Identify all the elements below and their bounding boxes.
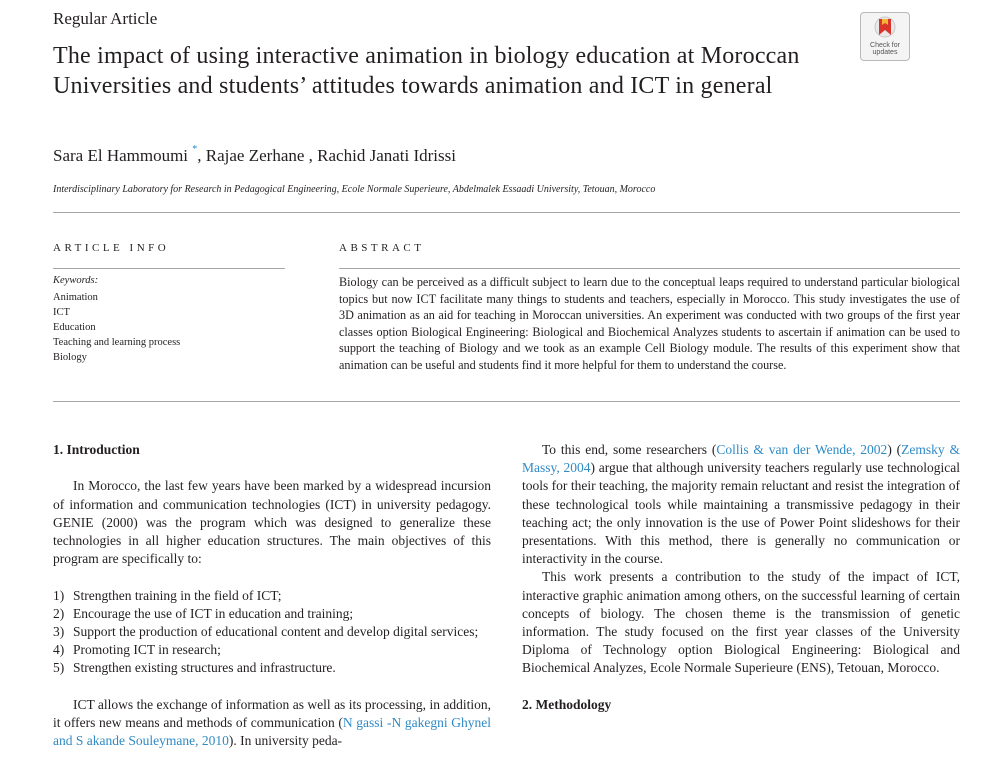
article-info-divider: [53, 268, 285, 269]
affiliation: Interdisciplinary Laboratory for Research in Pedagogical Engineering, Ecole Normale Superieure, Abdelmalek Essaadi University, Tetouan, Morocco: [53, 184, 656, 195]
corresponding-author-mark[interactable]: *: [192, 144, 198, 155]
article-type: Regular Article: [53, 9, 158, 28]
list-item-number: 5): [53, 660, 65, 676]
keywords-list: [53, 290, 180, 365]
section-heading-methodology: 2. Methodology: [522, 696, 612, 712]
list-item-number: 4): [53, 642, 65, 658]
list-item-number: 1): [53, 587, 65, 603]
list-item: [53, 659, 491, 677]
abstract-text: Biology can be perceived as a difficult subject to learn due to the conceptual leaps required to understand particular biological topics but now ICT facilitate many things to students and teachers, especially in Morocco. This study investigates the use of 3D animation as an aid for teaching in Moroccan universities. An experiment was conducted with two groups of the first year classes option Biological Engineering: Biological and Biochemical Analyzes students to ascertain if animation can be used to support the teaching of Biology and we took as an example Cell Biology module. The results of this experiment show that animation can be useful and students find it more helpful for them to understand the course.: [339, 275, 960, 372]
intro-paragraph: To this end, some researchers (Collis & van der Wende, 2002) (Zemsky & Massy, 2004) argue that although university teachers regularly use technological tools for their teaching, the majority remain reluctant and resist the integration of these technological tools while maintaining a transmissive pedagogy in their teaching act; the only innovation is the use of Power Point slideshows for their presentations. With this method, there is generally no communication or interactivity in the course.: [522, 442, 960, 567]
author-name[interactable]: Sara El Hammoumi: [53, 146, 189, 165]
bookmark-ribbon-icon: [873, 16, 897, 42]
header-divider: [53, 212, 960, 213]
intro-paragraph: This work presents a contribution to the study of the impact of ICT, interactive graphic animation among others, on the successful learning of certain concepts of biology. The chosen theme is the transmission of genetic information. The study focused on the first year classes of the University Diploma of Technology option Biological Engineering: Biological and Biochemical Analyzes, Ecole Normale Superieure (ENS), Tetouan, Morocco.: [522, 569, 960, 676]
intro-paragraph: In Morocco, the last few years have been marked by a widespread incursion of information and communication technologies (ICT) in university pedagogy. GENIE (2000) was the program which was designed to generalize these technologies in all higher education structures. The main objectives of this program are specifically to:: [53, 478, 491, 567]
paper-title: The impact of using interactive animation in biology education at Moroccan Universities and students’ attitudes towards animation and ICT in general: [53, 43, 800, 99]
citation-link[interactable]: Collis & van der Wende, 2002: [716, 442, 888, 457]
abstract-divider: [339, 268, 960, 269]
left-column: [53, 441, 491, 750]
badge-label-line2: updates: [872, 49, 898, 56]
list-item: [53, 587, 491, 605]
keyword-item: Animation: [53, 292, 98, 303]
author-separator: ,: [197, 146, 206, 165]
author-name[interactable]: Rajae Zerhane: [205, 146, 305, 165]
list-item-text: Strengthen training in the field of ICT;: [73, 587, 282, 603]
list-item-text: Encourage the use of ICT in education and training;: [73, 605, 354, 621]
citation-link[interactable]: Zemsky & Massy, 2004: [522, 442, 960, 476]
right-column: [522, 441, 960, 714]
list-item: [53, 641, 491, 659]
list-item-number: 3): [53, 623, 65, 639]
list-item: [53, 605, 491, 623]
keyword-item: Education: [53, 322, 96, 333]
keyword-item: Biology: [53, 352, 87, 363]
article-info-heading: ARTICLE INFO: [53, 242, 170, 254]
keyword-item: ICT: [53, 307, 70, 318]
author-list: [53, 146, 456, 166]
abstract-bottom-divider: [53, 401, 960, 402]
author-name[interactable]: Rachid Janati Idrissi: [317, 146, 456, 165]
keywords-label: Keywords:: [53, 275, 99, 286]
list-item-text: Strengthen existing structures and infrastructure.: [73, 660, 336, 676]
keyword-item: Teaching and learning process: [53, 337, 181, 348]
abstract-heading: ABSTRACT: [339, 242, 425, 254]
badge-label-line1: Check for: [870, 42, 900, 49]
list-item-number: 2): [53, 605, 65, 621]
list-item-text: Promoting ICT in research;: [73, 642, 221, 658]
intro-paragraph: ICT allows the exchange of information as well as its processing, in addition, it offers new means and methods of communication (N gassi -N gakegni Ghynel and S akande Souleymane, 2010). In university peda-: [53, 696, 491, 749]
author-separator: ,: [304, 146, 318, 165]
list-item: [53, 623, 491, 641]
list-item-text: Support the production of educational content and develop digital services;: [73, 623, 479, 639]
check-for-updates-badge[interactable]: [860, 12, 910, 61]
objectives-list: [53, 587, 491, 678]
section-heading-introduction: 1. Introduction: [53, 442, 140, 457]
citation-link[interactable]: N gassi -N gakegni Ghynel and S akande Souleymane, 2010: [53, 714, 491, 749]
